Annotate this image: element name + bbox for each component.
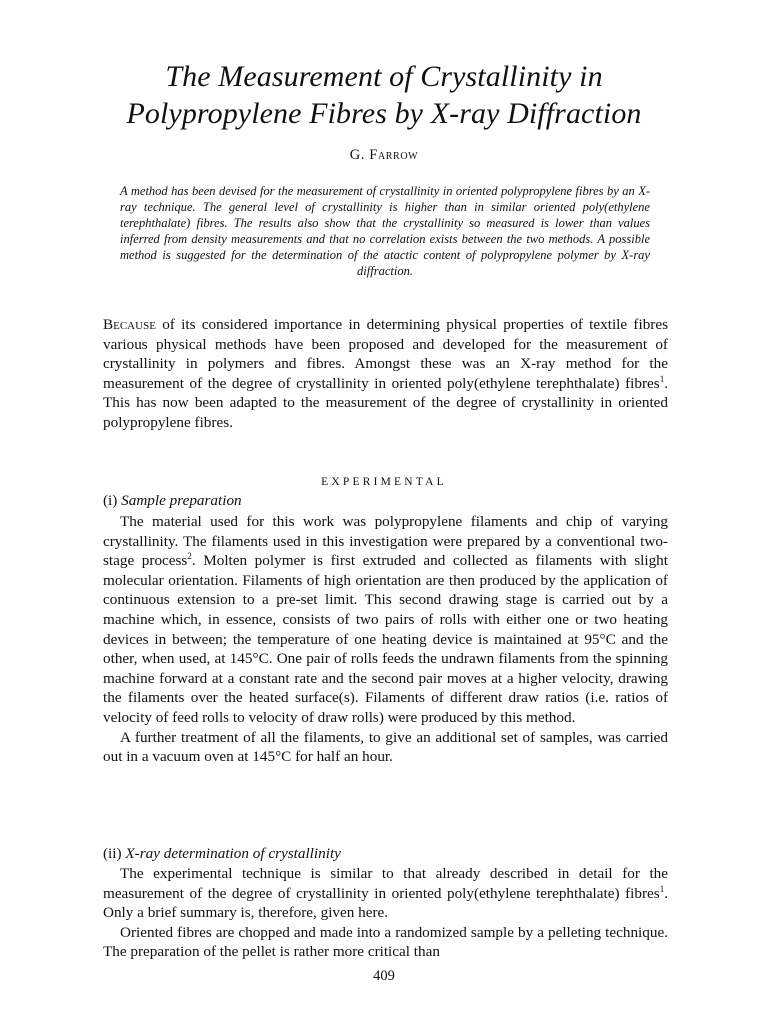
section-2-paragraph-2: Oriented fibres are chopped and made into a randomized sample by a pelleting technique. The preparation of the pellet is rather more critical than	[103, 923, 668, 961]
section-2-p1-a: The experimental technique is similar to that already described in detail for the measurement of the degree of crystallinity in oriented poly(ethylene terephthalate) fibres	[103, 865, 668, 902]
section-2-reference: 1	[659, 883, 665, 894]
page-number: 409	[373, 968, 395, 984]
section-1-p1-b: . Molten polymer is first extruded and collected as filaments with slight molecular orientation. Filaments of high orientation are then produced by the application of continuous extension to a pre-set limit. This second drawing stage is carried out by a machine which, in essence, consists of two pairs of rolls with either one or two heating devices in between; the temperature of one heating device is maintained at 95°C and the other, when used, at 145°C. One pair of rolls feeds the undrawn filaments from the spinning machine forward at a constant rate and the second pair moves at a higher velocity, drawing the filaments over the heated surface(s). Filaments of different draw ratios (i.e. ratios of velocity of feed rolls to velocity of draw rolls) were produced by this method.	[103, 552, 668, 726]
intro-lead-word: Because	[103, 316, 156, 333]
title-line-1: The Measurement of Crystallinity in	[165, 60, 603, 93]
section-1-number: (i)	[103, 492, 118, 509]
intro-text-a: of its considered importance in determining physical properties of textile fibres various physical methods have been proposed and developed for the measurement of crystallinity in polymers and fibres. Amongst these was an X-ray method for the measurement of the degree of crystallinity in oriented poly(ethylene terephthalate) fibres	[103, 316, 668, 392]
intro-reference: 1	[659, 373, 665, 384]
author-text: G. Farrow	[349, 147, 419, 163]
section-2-number: (ii)	[103, 845, 122, 862]
paper-title	[0, 58, 768, 132]
section-1-heading	[103, 492, 242, 510]
section-1-title: Sample preparation	[121, 492, 242, 509]
section-1-body	[103, 512, 668, 767]
intro-paragraph	[103, 315, 668, 432]
author-name	[0, 147, 768, 164]
section-2-body	[103, 864, 668, 962]
abstract: A method has been devised for the measurement of crystallinity in oriented polypropylene fibres by an X-ray technique. The general level of crystallinity is higher than in similar oriented poly(ethylene terephthalate) fibres. The results also show that the crystallinity so measured is lower than values inferred from density measurements and that no correlation exists between the two methods. A possible method is suggested for the determination of the atactic content of polypropylene polymer by X-ray diffraction.	[120, 184, 650, 278]
section-2-p1-b: . Only a brief summary is, therefore, given here.	[103, 884, 668, 922]
section-2-heading	[103, 845, 341, 863]
section-1-paragraph-2: A further treatment of all the filaments, to give an additional set of samples, was carried out in a vacuum oven at 145°C for half an hour.	[103, 728, 668, 766]
section-1-paragraph-1	[103, 512, 668, 728]
section-1-reference: 2	[187, 551, 192, 562]
intro-text-b: . This has now been adapted to the measurement of the degree of crystallinity in oriented polypropylene fibres.	[103, 374, 668, 431]
experimental-heading: EXPERIMENTAL	[321, 476, 447, 488]
section-2-title: X-ray determination of crystallinity	[125, 845, 341, 862]
section-2-paragraph-1	[103, 864, 668, 923]
title-line-2: Polypropylene Fibres by X-ray Diffraction	[126, 97, 642, 130]
section-1-p1-a: The material used for this work was polypropylene filaments and chip of varying crystallinity. The filaments used in this investigation were prepared by a conventional two-stage process	[103, 513, 668, 570]
